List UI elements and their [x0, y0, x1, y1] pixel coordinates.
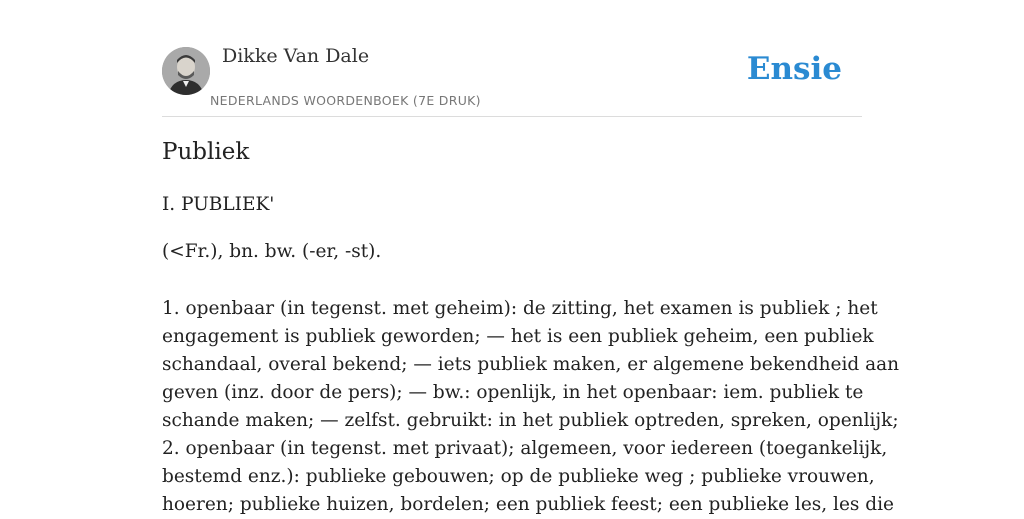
ensie-logo[interactable]: Ensie — [746, 51, 842, 87]
definition-line: 2. openbaar (in tegenst. met privaat); algemeen, voor iedereen (toegankelijk, — [162, 438, 888, 459]
entry-grammar: (<Fr.), bn. bw. (-er, -st). — [162, 241, 382, 262]
portrait-icon — [162, 47, 210, 95]
entry-subhead: I. PUBLIEK' — [162, 194, 275, 215]
definition-line: schandaal, overal bekend; — iets publiek maken, er algemene bekendheid aan — [162, 354, 900, 375]
header — [162, 0, 862, 117]
definition-line: engagement is publiek geworden; — het is een publiek geheim, een publiek — [162, 326, 874, 347]
definition-line: 1. openbaar (in tegenst. met geheim): de zitting, het examen is publiek ; het — [162, 298, 878, 319]
entry-definition — [162, 295, 900, 519]
definition-line: hoeren; publieke huizen, bordelen; een publiek feest; een publieke les, les die — [162, 494, 894, 515]
book-title[interactable]: NEDERLANDS WOORDENBOEK (7E DRUK) — [210, 93, 481, 108]
author-avatar[interactable] — [162, 47, 210, 95]
definition-line: bestemd enz.): publieke gebouwen; op de publieke weg ; publieke vrouwen, — [162, 466, 875, 487]
author-name[interactable]: Dikke Van Dale — [222, 45, 370, 67]
definition-line: geven (inz. door de pers); — bw.: openlijk, in het openbaar: iem. publiek te — [162, 382, 864, 403]
entry-title: Publiek — [162, 139, 250, 165]
definition-line: schande maken; — zelfst. gebruikt: in het publiek optreden, spreken, openlijk; — [162, 410, 899, 431]
